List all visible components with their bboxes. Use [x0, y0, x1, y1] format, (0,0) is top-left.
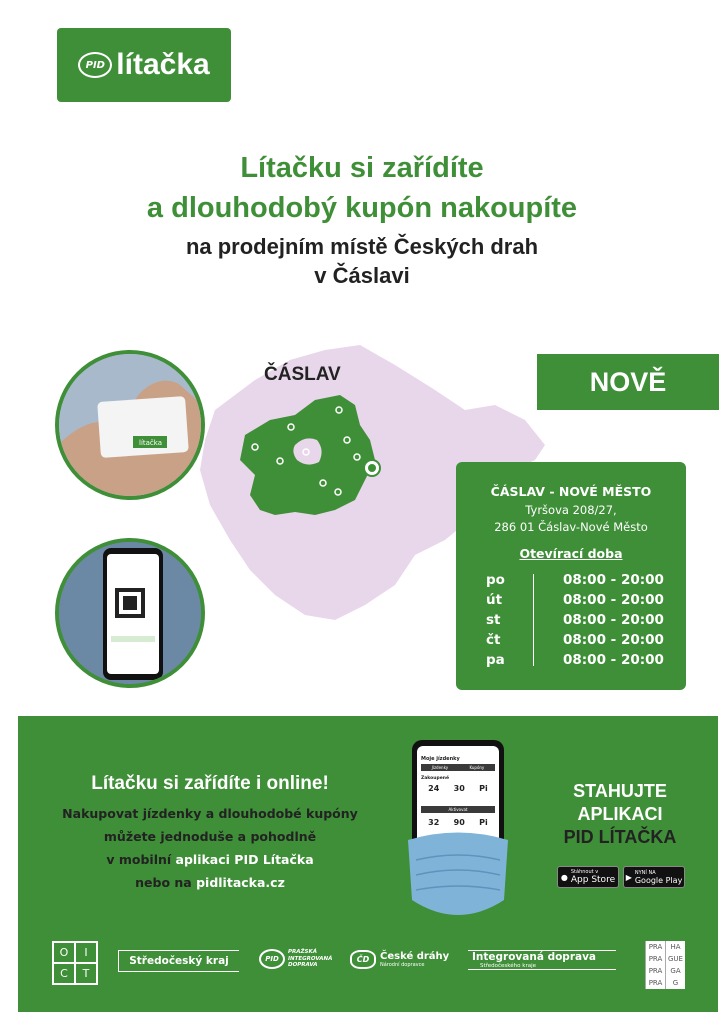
- phone-with-mask: Moje jízdenky Jízdenky Kupóny Zakoupené 24 30 Pi Aktivovat 32 90 Pi: [408, 740, 508, 930]
- hours-day: čt: [486, 632, 501, 648]
- hours-day: pa: [486, 652, 505, 668]
- photo-phone-app: [55, 538, 205, 688]
- headline-line-1: Lítačku si zařídíte: [240, 152, 484, 184]
- new-badge: NOVĚ: [537, 354, 719, 410]
- hours-time: 08:00 - 20:00: [563, 652, 664, 668]
- cd-icon: ČD: [350, 950, 376, 969]
- app-store-button[interactable]: ● Stáhnout v App Store: [557, 866, 619, 888]
- phone-tab-2: Kupóny: [469, 765, 485, 770]
- download-app-title: STAHUJTE APLIKACI PID LÍTAČKA: [563, 781, 677, 847]
- photo-hand-card: [55, 350, 205, 500]
- google-play-icon: ▶: [625, 872, 632, 882]
- online-line-4: nebo na pidlitacka.cz: [135, 875, 285, 890]
- stredocesky-kraj-logo: Středočeský kraj: [118, 950, 239, 972]
- pid-icon: PID: [259, 949, 285, 969]
- headline-line-4: v Čáslavi: [314, 263, 410, 288]
- hours-time: 08:00 - 20:00: [563, 632, 664, 648]
- office-title: ČÁSLAV - NOVÉ MĚSTO: [490, 484, 652, 499]
- online-line-3: v mobilní aplikaci PID Lítačka: [106, 852, 314, 867]
- hours-time: 08:00 - 20:00: [563, 612, 664, 628]
- face-mask-icon: [408, 830, 508, 930]
- hours-divider: [533, 574, 534, 666]
- google-play-button[interactable]: ▶ NYNÍ NA Google Play: [623, 866, 685, 888]
- oict-logo: O I C T: [52, 941, 98, 985]
- map-label-caslav: ČÁSLAV: [264, 364, 341, 385]
- hours-time: 08:00 - 20:00: [563, 572, 664, 588]
- phone-section: Zakoupené: [421, 776, 449, 781]
- office-info-box: [456, 462, 686, 690]
- phone-tab-1: Jízdenky: [431, 765, 449, 770]
- praha-logo: PRA HA PRA GUE PRA GA PRA G: [645, 941, 685, 989]
- hours-day: st: [486, 612, 501, 628]
- online-title: Lítačku si zařídíte i online!: [91, 773, 329, 794]
- online-line-1: Nakupovat jízdenky a dlouhodobé kupóny: [62, 806, 358, 821]
- office-address-1: Tyršova 208/27,: [525, 503, 617, 517]
- hours-time: 08:00 - 20:00: [563, 592, 664, 608]
- opening-hours-title: Otevírací doba: [519, 546, 623, 561]
- phone-header: Moje jízdenky: [421, 756, 460, 762]
- hours-day: po: [486, 572, 505, 588]
- pid-logo-icon: PID: [78, 52, 112, 78]
- litacka-logo: [57, 28, 231, 102]
- office-address-2: 286 01 Čáslav-Nové Město: [494, 520, 648, 534]
- ceske-drahy-logo: ČD České dráhy Národní dopravce: [350, 950, 449, 969]
- card-text: lítačka: [139, 439, 162, 447]
- pid-footer-logo: PID PRAŽSKÁ INTEGROVANÁ DOPRAVA: [259, 949, 332, 969]
- phone-active: Aktivovat: [421, 806, 495, 813]
- apple-icon: ●: [560, 872, 568, 882]
- headline-line-3: na prodejním místě Českých drah: [185, 234, 539, 259]
- online-line-2: můžete jednoduše a pohodlně: [103, 829, 317, 844]
- hours-day: út: [486, 592, 503, 608]
- ids-logo: Integrovaná doprava Středočeského kraje: [468, 950, 616, 970]
- headline-line-2: a dlouhodobý kupón nakoupíte: [146, 192, 578, 224]
- logo-word: lítačka: [116, 48, 210, 81]
